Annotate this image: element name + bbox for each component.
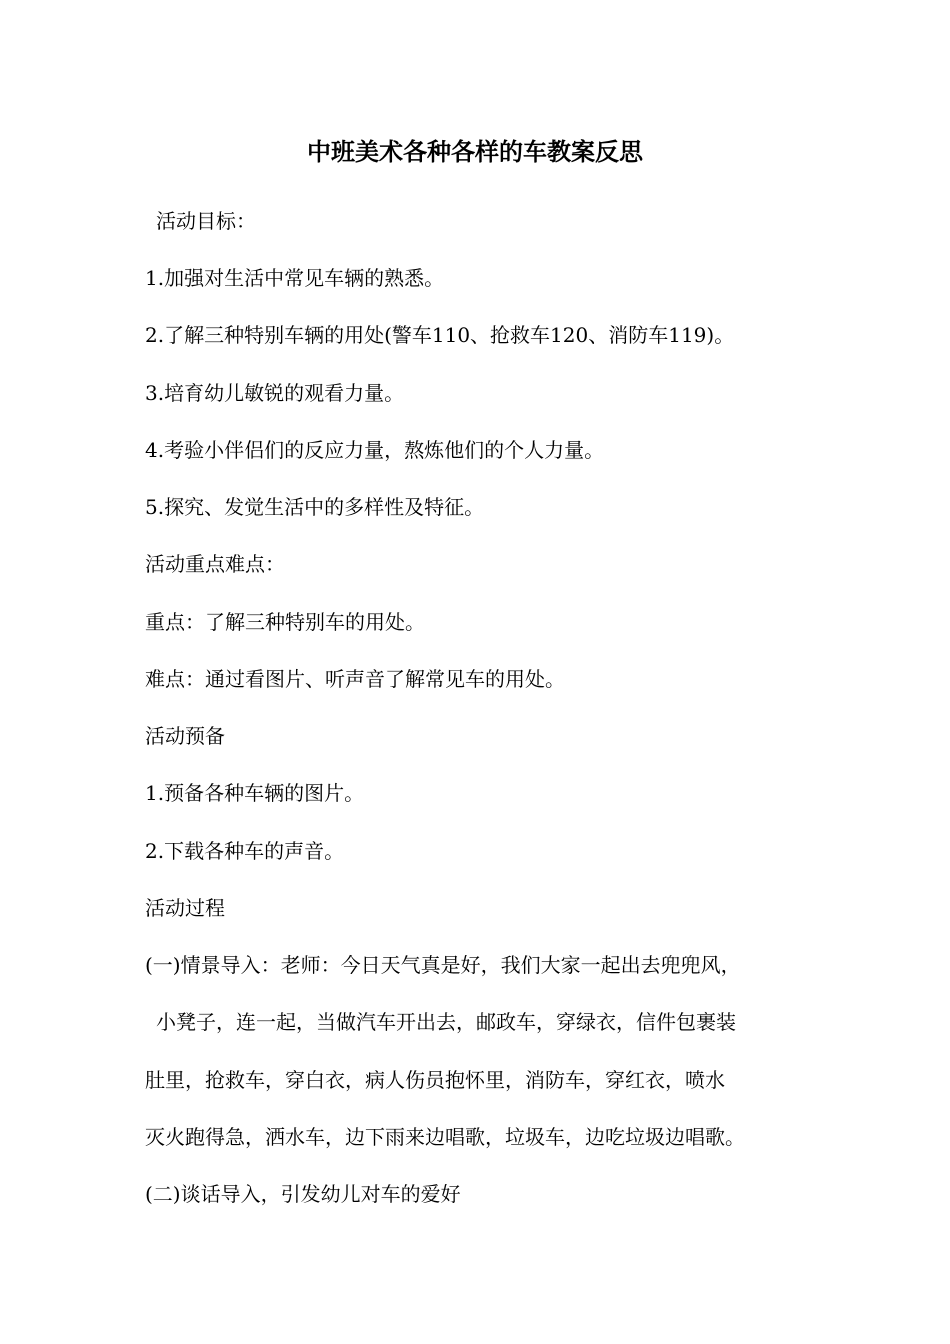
preparation-item-1: 1.预备各种车辆的图片。 bbox=[145, 781, 365, 805]
section-heading-goals: 活动目标： bbox=[156, 209, 256, 233]
goal-item-3: 3.培育幼儿敏锐的观看力量。 bbox=[145, 381, 405, 405]
difficulty-text: 难点：通过看图片、听声音了解常见车的用处。 bbox=[145, 667, 565, 691]
key-point-text: 重点：了解三种特别车的用处。 bbox=[145, 610, 425, 634]
process-paragraph-line-1: (一)情景导入：老师：今日天气真是好，我们大家一起出去兜兜风， bbox=[145, 953, 741, 977]
preparation-item-2: 2.下载各种车的声音。 bbox=[145, 839, 345, 863]
section-heading-process: 活动过程 bbox=[145, 896, 225, 920]
process-step-2: (二)谈话导入，引发幼儿对车的爱好 bbox=[145, 1182, 461, 1206]
process-paragraph-line-4: 灭火跑得急，洒水车，边下雨来边唱歌，垃圾车，边吃垃圾边唱歌。 bbox=[145, 1125, 745, 1149]
section-heading-key-points: 活动重点难点： bbox=[145, 552, 285, 576]
process-paragraph-line-3: 肚里，抢救车，穿白衣，病人伤员抱怀里，消防车，穿红衣，喷水 bbox=[145, 1068, 725, 1092]
process-paragraph-line-2: 小凳子，连一起，当做汽车开出去，邮政车，穿绿衣，信件包裹装 bbox=[156, 1010, 736, 1034]
goal-item-1: 1.加强对生活中常见车辆的熟悉。 bbox=[145, 266, 445, 290]
goal-item-4: 4.考验小伴侣们的反应力量，熬炼他们的个人力量。 bbox=[145, 438, 605, 462]
goal-item-2: 2.了解三种特别车辆的用处(警车110、抢救车120、消防车119)。 bbox=[145, 323, 735, 347]
section-heading-preparation: 活动预备 bbox=[145, 724, 225, 748]
goal-item-5: 5.探究、发觉生活中的多样性及特征。 bbox=[145, 495, 485, 519]
document-title: 中班美术各种各样的车教案反思 bbox=[307, 137, 643, 166]
